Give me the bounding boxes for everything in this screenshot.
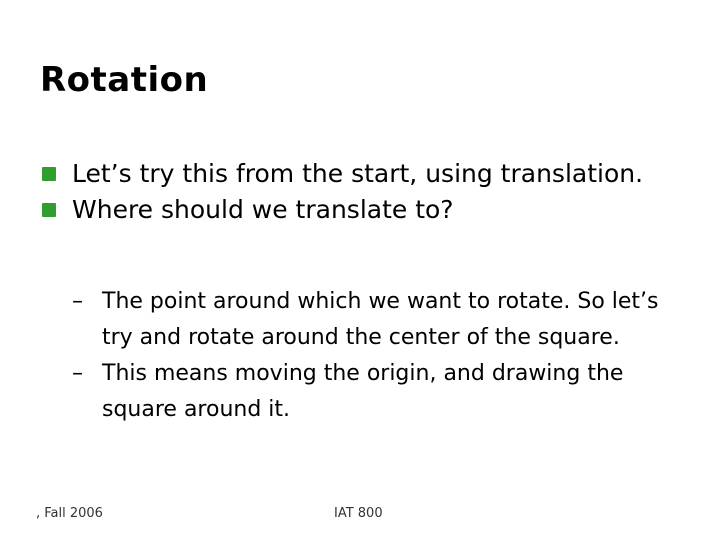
sub-bullet-text: The point around which we want to rotate. So let’s try and rotate around the center of the square.: [102, 289, 659, 350]
sub-bullet-list: [72, 284, 687, 428]
bullet-item: [40, 156, 690, 192]
bullet-text: Where should we translate to?: [72, 195, 454, 224]
slide-title: Rotation: [40, 60, 209, 100]
green-square-bullet-icon: [42, 167, 56, 181]
sub-bullet-item: [72, 356, 687, 428]
bullet-item: [40, 192, 690, 228]
bullet-list: [40, 156, 690, 228]
green-square-bullet-icon: [42, 203, 56, 217]
footer-course: IAT 800: [334, 506, 383, 521]
footer-date: , Fall 2006: [36, 506, 103, 521]
sub-bullet-text: This means moving the origin, and drawing the square around it.: [102, 361, 624, 422]
dash-bullet-icon: –: [72, 289, 83, 314]
bullet-text: Let’s try this from the start, using translation.: [72, 159, 644, 188]
dash-bullet-icon: –: [72, 361, 83, 386]
sub-bullet-item: [72, 284, 687, 356]
